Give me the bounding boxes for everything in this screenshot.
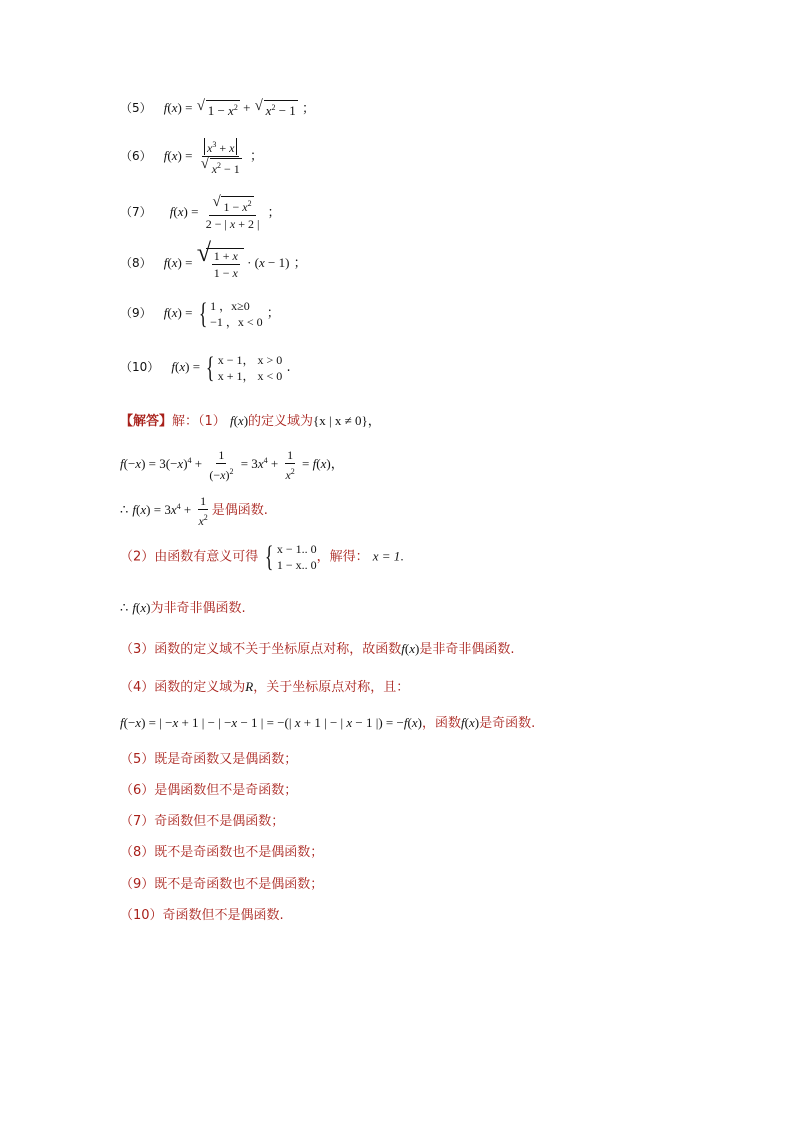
answer-lead: 解：（1） xyxy=(172,414,226,429)
problem-end: ； xyxy=(301,101,315,117)
domain-set: {x | x ≠ 0} xyxy=(313,413,368,428)
set-symbol: R xyxy=(245,679,254,694)
result-10: （10）奇函数但不是偶函数. xyxy=(120,908,284,923)
result-5: （5）既是奇函数又是偶函数； xyxy=(120,752,298,767)
problem-end: ； xyxy=(293,255,307,271)
answer-line-5: ∴ f(x)为非奇非偶函数. xyxy=(120,600,246,616)
answer-line-1: 【解答】解：（1） f(x)的定义域为{x | x ≠ 0}， xyxy=(120,413,381,429)
result-6: （6）是偶函数但不是奇函数； xyxy=(120,783,298,798)
answer-line-3 xyxy=(120,494,268,528)
formula: f(−x) = | −x + 1 | − | −x − 1 | = −(| x + 1 | − | x − 1 |) = −f(x) xyxy=(120,715,422,730)
problem-end: ； xyxy=(266,305,280,321)
formula: f(x) = { 1 ，x≥0 −1 ，x < 0 xyxy=(163,297,263,330)
problem-end: . xyxy=(286,359,291,375)
problem-label: （8） xyxy=(120,255,152,270)
formula: f(x) = √ $\frac{1 + x}{1 - x}$ · (x − 1) xyxy=(163,238,290,280)
problem-5 xyxy=(120,100,315,119)
punct: ， xyxy=(330,456,344,472)
problem-end: ； xyxy=(267,205,281,221)
answer-text: ，解得： xyxy=(316,549,369,565)
case-row: x − 1.. 0 xyxy=(276,542,317,556)
answer-tag: 【解答】 xyxy=(120,414,173,429)
problem-label: （5） xyxy=(120,101,152,116)
answer-line-4 xyxy=(120,541,404,573)
answer-text: ，关于坐标原点对称，且： xyxy=(253,680,410,695)
problem-end: ； xyxy=(249,148,263,164)
formula: f(x) = √ $1 - x^2$ 2 − | x + 2 | xyxy=(169,194,260,231)
answer-text: 是奇函数. xyxy=(479,716,536,731)
case-row: 1 − x.. 0 xyxy=(276,558,317,572)
answer-text: （4）函数的定义域为 xyxy=(120,680,246,695)
case-row: 1 ，x≥0 xyxy=(210,299,250,313)
answer-text: 是非奇非偶函数. xyxy=(419,642,515,657)
answer-text: 的定义域为 xyxy=(248,414,314,429)
result-7: （7）奇函数但不是偶函数； xyxy=(120,814,285,829)
problem-label: （6） xyxy=(120,148,152,163)
problem-label: （9） xyxy=(120,305,152,320)
problem-10 xyxy=(120,352,291,384)
case-row: x + 1， x < 0 xyxy=(217,369,283,383)
problem-8 xyxy=(120,238,307,280)
problem-9 xyxy=(120,298,280,330)
answer-line-6: （3）函数的定义域不关于坐标原点对称，故函数f(x)是非奇非偶函数. xyxy=(120,641,515,657)
problem-label: （7） xyxy=(120,205,152,220)
system: { x − 1.. 0 1 − x.. 0 xyxy=(265,540,317,573)
formula: f(x) = $x^3 + x$ √ $x^2 - 1$ xyxy=(163,140,240,176)
result-9: （9）既不是奇函数也不是偶函数； xyxy=(120,877,324,892)
answer-text: ，函数 xyxy=(421,716,461,731)
problem-label: （10） xyxy=(120,359,160,374)
answer-text: （2）由函数有意义可得 xyxy=(120,549,259,565)
formula: $f(x) = 3x^4$ + $\frac{1}{x^2}$ xyxy=(132,494,208,528)
answer-text: 是偶函数. xyxy=(211,502,268,518)
answer-line-2 xyxy=(120,448,344,482)
answer-line-7 xyxy=(120,679,409,696)
therefore-symbol: ∴ xyxy=(120,501,129,517)
therefore-symbol: ∴ xyxy=(120,600,129,615)
solution: x = 1 xyxy=(372,548,401,564)
answer-text: 为非奇非偶函数. xyxy=(150,601,246,616)
formula: f(x) = { x − 1， x > 0 x + 1， x < 0 xyxy=(171,351,283,384)
problem-6 xyxy=(120,138,263,176)
case-row: x − 1， x > 0 xyxy=(217,353,283,367)
punct: . xyxy=(400,548,404,564)
formula: $f(-x) = 3(-x)^4$ + $\frac{1}{(-x)^2}$ = $3x^4$ + $\frac{1}{x^2}$ = f(x) xyxy=(120,448,331,482)
result-8: （8）既不是奇函数也不是偶函数； xyxy=(120,845,324,860)
answer-line-8: f(−x) = | −x + 1 | − | −x − 1 | = −(| x + 1 | − | x − 1 |) = −f(x)，函数f(x)是奇函数. xyxy=(120,715,536,731)
answer-text: （3）函数的定义域不关于坐标原点对称，故函数 xyxy=(120,642,402,657)
case-row: −1 ，x < 0 xyxy=(210,315,263,329)
problem-7 xyxy=(120,196,281,231)
formula: f(x) = √ $1 - x^2$ + √ $x^2 - 1$ xyxy=(163,98,296,118)
punct: ， xyxy=(367,414,381,429)
